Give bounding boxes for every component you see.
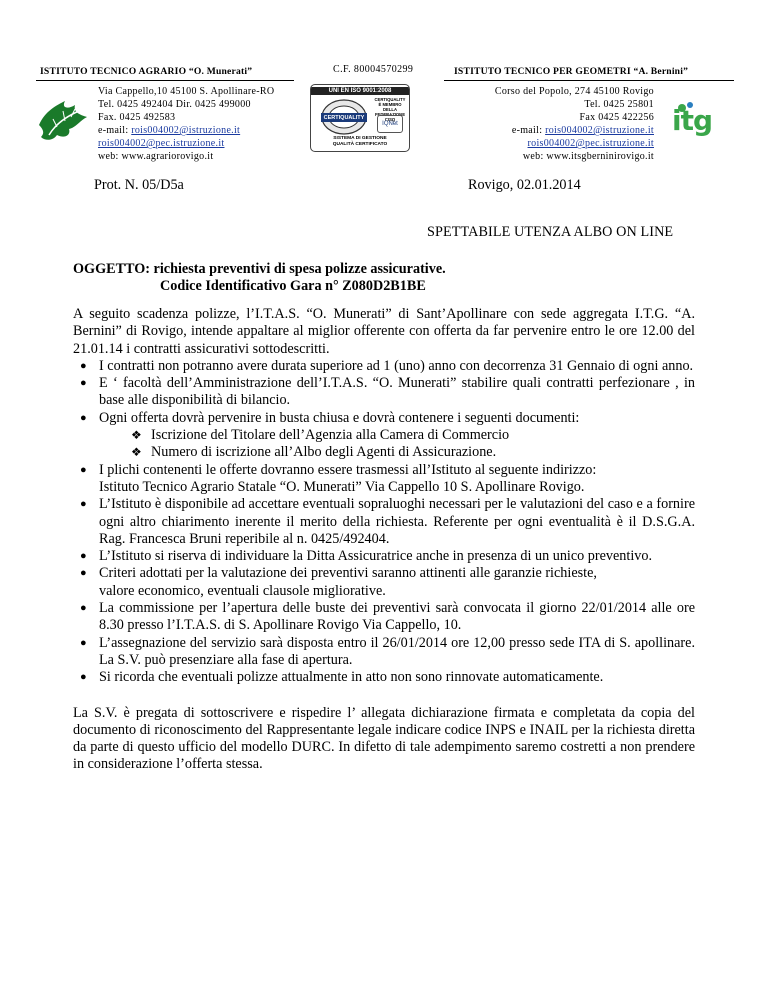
list-item: ● L’Istituto si riserva di individuare la Ditta Assicuratrice anche in presenza di un unico preventivo. <box>80 548 653 565</box>
itg-logo <box>668 100 732 140</box>
subject-line-1: OGGETTO: richiesta preventivi di spesa polizze assicurative. <box>73 261 446 277</box>
header-rule-left <box>36 80 294 81</box>
cert-right-line-1: CERTIQUALITY <box>374 97 406 102</box>
list-item: ● I plichi contenenti le offerte dovranno essere trasmessi all’Istituto al seguente indirizzo: Istituto Tecnico Agrario Statale “O. Munerati” Via Cappello 10 S. Apollinare Rovigo. <box>73 462 695 497</box>
sub-list-item: ❖ Numero di iscrizione all’Albo degli Agenti di Assicurazione. <box>131 444 497 461</box>
certification-badge <box>310 84 410 152</box>
cert-iso-label: UNI EN ISO 9001:2008 <box>311 87 409 95</box>
bullet-icon: ● <box>80 359 87 372</box>
bullet-icon: ● <box>80 463 87 476</box>
body <box>73 306 695 774</box>
right-fax-line: Fax 0425 422256 <box>579 112 654 123</box>
bullet-icon: ● <box>80 671 87 684</box>
subject-line-2: Codice Identificativo Gara n° Z080D2B1BE <box>160 278 426 294</box>
agrario-leaf-logo <box>35 95 90 145</box>
cert-right-line-2: È MEMBRO DELLA <box>378 102 402 112</box>
right-web-line: web: www.itsgberninirovigo.it <box>522 151 654 162</box>
list-item: ● I contratti non potranno avere durata superiore ad 1 (uno) anno con decorrenza 31 Gennaio di ogni anno. <box>80 357 694 374</box>
iqnet-logo: IQNet <box>377 115 403 133</box>
left-email-label: e-mail: <box>98 125 132 136</box>
right-pec-link[interactable]: rois004002@pec.istruzione.it <box>527 138 654 149</box>
left-school-title: ISTITUTO TECNICO AGRARIO “O. Munerati” <box>40 66 253 77</box>
cert-bottom-line-1: SISTEMA DI GESTIONE <box>333 136 387 141</box>
list-item: ● E ‘ facoltà dell’Amministrazione dell’I.T.A.S. “O. Munerati” stabilire quali contratti perfezionare , in base alle disponibilità di bilancio. <box>80 375 695 409</box>
criteria-line-2: valore economico, eventuali clausole migliorative. <box>99 582 386 599</box>
list-item: ● Si ricorda che eventuali polizze attualmente in atto non sono rinnovate automaticamente. <box>80 669 604 686</box>
list-item: ● Ogni offerta dovrà pervenire in busta chiusa e dovrà contenere i seguenti documenti: ❖ Iscrizione del Titolare dell’Agenzia alla Camera di Commercio ❖ Numero di iscrizione all’Albo degli Agenti di Assicurazione. <box>73 410 695 462</box>
left-address-block <box>98 85 274 163</box>
list-item: ● L’Istituto è disponibile ad accettare eventuali sopraluoghi necessari per le valutazioni del caso e a fornire ogni altro chiarimento inerente il merito della richiesta. Referente per ogni eventualità è il D.S.G.A. Rag. Francesca Bruni reperibile al n. 0425/492404. <box>80 496 695 547</box>
left-phone-line: Tel. 0425 492404 Dir. 0425 499000 <box>98 99 251 110</box>
list-item: ● La commissione per l’apertura delle buste dei preventivi sarà convocata il giorno 22/01/2014 alle ore 8.30 presso l’I.T.A.S. di S. Apollinare Rovigo Via Cappello, 10. <box>80 600 695 634</box>
diamond-bullet-icon: ❖ <box>131 445 142 460</box>
bullet-icon: ● <box>80 636 87 649</box>
left-web-line: web: www.agrariorovigo.it <box>98 151 214 162</box>
documents-sublist <box>99 427 695 462</box>
bullet-icon: ● <box>80 567 87 580</box>
left-pec-link[interactable]: rois004002@pec.istruzione.it <box>98 138 225 149</box>
right-school-title: ISTITUTO TECNICO PER GEOMETRI “A. Bernini” <box>454 66 689 77</box>
bullet-icon: ● <box>80 411 87 424</box>
protocol-number: Prot. N. 05/D5a <box>94 177 184 193</box>
right-email-line <box>440 124 654 137</box>
diamond-bullet-icon: ❖ <box>131 428 142 443</box>
bullet-icon: ● <box>80 602 87 615</box>
left-email-line <box>98 124 274 137</box>
right-email-link[interactable]: rois004002@istruzione.it <box>545 125 654 136</box>
right-phone-line: Tel. 0425 25801 <box>584 99 654 110</box>
right-address-block <box>440 85 654 163</box>
cert-brand: CERTIQUALITY <box>323 115 365 121</box>
left-address-line: Via Cappello,10 45100 S. Apollinare-RO <box>98 86 275 97</box>
bullet-icon: ● <box>80 550 87 563</box>
left-email-link[interactable]: rois004002@istruzione.it <box>131 125 241 136</box>
header-rule-right <box>444 80 734 81</box>
closing-paragraph: La S.V. è pregata di sottoscrivere e rispedire l’ allegata dichiarazione firmata e completata da copia del documento di riconoscimento del Rappresentante legale indicare codice INPS e INAIL per la richiesta diretta da parte di questo ufficio del modello DURC. In difetto di tale adempimento saremo costretti a non prendere in considerazione l’offerta stessa. <box>73 704 695 773</box>
recipient: SPETTABILE UTENZA ALBO ON LINE <box>427 224 674 240</box>
right-email-label: e-mail: <box>511 125 546 136</box>
sub-list-item: ❖ Iscrizione del Titolare dell’Agenzia alla Camera di Commercio <box>131 427 510 444</box>
place-date: Rovigo, 02.01.2014 <box>468 177 581 193</box>
conditions-list <box>73 358 695 687</box>
fiscal-code: C.F. 80004570299 <box>333 64 414 75</box>
right-address-line: Corso del Popolo, 274 45100 Rovigo <box>494 86 654 97</box>
cert-bottom-line-2: QUALITÀ CERTIFICATO <box>332 142 388 147</box>
bullet-icon: ● <box>80 498 87 511</box>
intro-paragraph: A seguito scadenza polizze, l’I.T.A.S. “O. Munerati” di Sant’Apollinare con sede aggregata I.T.G. “A. Bernini” di Rovigo, intende appaltare al miglior offerente con offerta da far pervenire entro le ore 12.00 del 21.01.14 i contratti assicurativi sottodescritti. <box>73 306 695 357</box>
list-item: ● L’assegnazione del servizio sarà disposta entro il 26/01/2014 ore 12,00 presso sede ITA di S. apollinare. La S.V. può presenziare alla fase di apertura. <box>80 634 695 668</box>
left-fax-line: Fax. 0425 492583 <box>98 112 176 123</box>
cert-right-line-3: FEDERAZIONE CISQ <box>374 112 405 122</box>
address-line: Istituto Tecnico Agrario Statale “O. Munerati” Via Cappello 10 S. Apollinare Rovigo. <box>99 478 585 495</box>
itg-logo-text: itg <box>672 104 713 137</box>
bullet-icon: ● <box>80 377 87 390</box>
list-item: ● Criteri adottati per la valutazione dei preventivi saranno attinenti alle garanzie richieste, valore economico, eventuali clausole migliorative. <box>73 565 695 600</box>
